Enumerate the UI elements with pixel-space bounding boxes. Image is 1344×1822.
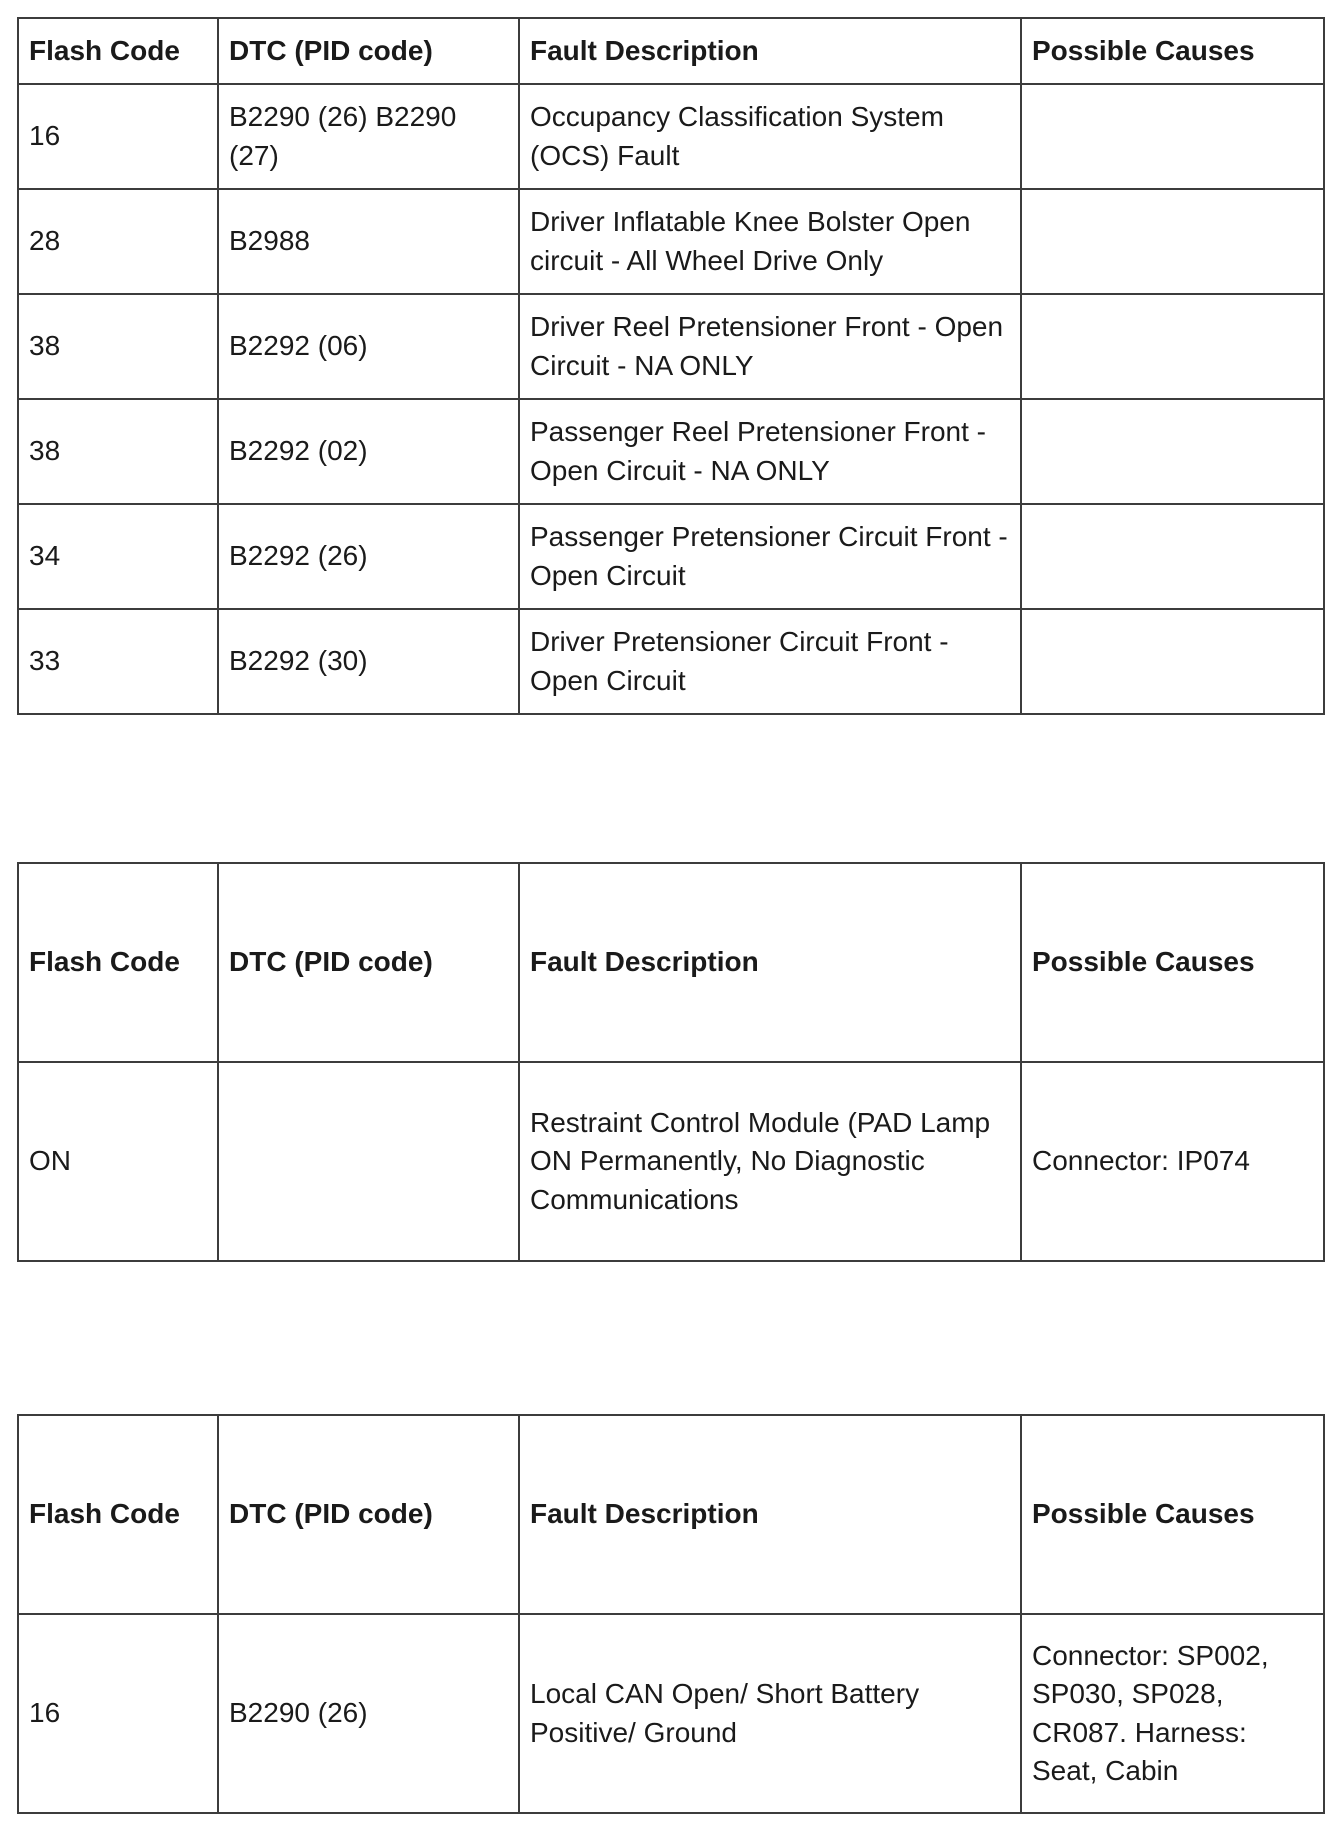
header-dtc: DTC (PID code) [218, 1415, 519, 1614]
cell-flash-code: 16 [18, 84, 218, 189]
table-row [18, 84, 1324, 189]
table-header-row [18, 1415, 1324, 1614]
cell-fault-description: Local CAN Open/ Short Battery Positive/ Ground [519, 1614, 1021, 1813]
cell-possible-causes [1021, 84, 1324, 189]
cell-dtc [218, 1062, 519, 1261]
cell-dtc: B2292 (02) [218, 399, 519, 504]
header-flash-code: Flash Code [18, 1415, 218, 1614]
dtc-table-3 [17, 1414, 1325, 1814]
cell-flash-code: ON [18, 1062, 218, 1261]
cell-dtc: B2292 (30) [218, 609, 519, 714]
header-fault-description: Fault Description [519, 1415, 1021, 1614]
table-row [18, 1062, 1324, 1261]
cell-possible-causes [1021, 189, 1324, 294]
header-dtc: DTC (PID code) [218, 18, 519, 84]
cell-possible-causes: Connector: SP002, SP030, SP028, CR087. Harness: Seat, Cabin [1021, 1614, 1324, 1813]
table-row [18, 609, 1324, 714]
cell-fault-description: Driver Reel Pretensioner Front - Open Circuit - NA ONLY [519, 294, 1021, 399]
dtc-table-2 [17, 862, 1325, 1262]
cell-possible-causes [1021, 504, 1324, 609]
cell-dtc: B2988 [218, 189, 519, 294]
table-header-row [18, 863, 1324, 1062]
cell-possible-causes: Connector: IP074 [1021, 1062, 1324, 1261]
table-row [18, 504, 1324, 609]
header-possible-causes: Possible Causes [1021, 1415, 1324, 1614]
table-row [18, 294, 1324, 399]
cell-possible-causes [1021, 294, 1324, 399]
table-header-row [18, 18, 1324, 84]
header-dtc: DTC (PID code) [218, 863, 519, 1062]
header-flash-code: Flash Code [18, 18, 218, 84]
cell-fault-description: Driver Inflatable Knee Bolster Open circuit - All Wheel Drive Only [519, 189, 1021, 294]
cell-fault-description: Passenger Reel Pretensioner Front - Open Circuit - NA ONLY [519, 399, 1021, 504]
header-fault-description: Fault Description [519, 863, 1021, 1062]
cell-fault-description: Restraint Control Module (PAD Lamp ON Permanently, No Diagnostic Communications [519, 1062, 1021, 1261]
table-row [18, 1614, 1324, 1813]
header-possible-causes: Possible Causes [1021, 863, 1324, 1062]
cell-fault-description: Passenger Pretensioner Circuit Front - Open Circuit [519, 504, 1021, 609]
cell-dtc: B2290 (26) [218, 1614, 519, 1813]
header-fault-description: Fault Description [519, 18, 1021, 84]
cell-possible-causes [1021, 609, 1324, 714]
header-flash-code: Flash Code [18, 863, 218, 1062]
cell-dtc: B2292 (26) [218, 504, 519, 609]
cell-flash-code: 38 [18, 294, 218, 399]
cell-flash-code: 16 [18, 1614, 218, 1813]
cell-fault-description: Occupancy Classification System (OCS) Fault [519, 84, 1021, 189]
header-possible-causes: Possible Causes [1021, 18, 1324, 84]
cell-flash-code: 38 [18, 399, 218, 504]
cell-dtc: B2292 (06) [218, 294, 519, 399]
cell-flash-code: 34 [18, 504, 218, 609]
cell-possible-causes [1021, 399, 1324, 504]
table-row [18, 399, 1324, 504]
cell-flash-code: 33 [18, 609, 218, 714]
table-row [18, 189, 1324, 294]
dtc-table-1 [17, 17, 1325, 715]
cell-flash-code: 28 [18, 189, 218, 294]
cell-dtc: B2290 (26) B2290 (27) [218, 84, 519, 189]
cell-fault-description: Driver Pretensioner Circuit Front - Open Circuit [519, 609, 1021, 714]
